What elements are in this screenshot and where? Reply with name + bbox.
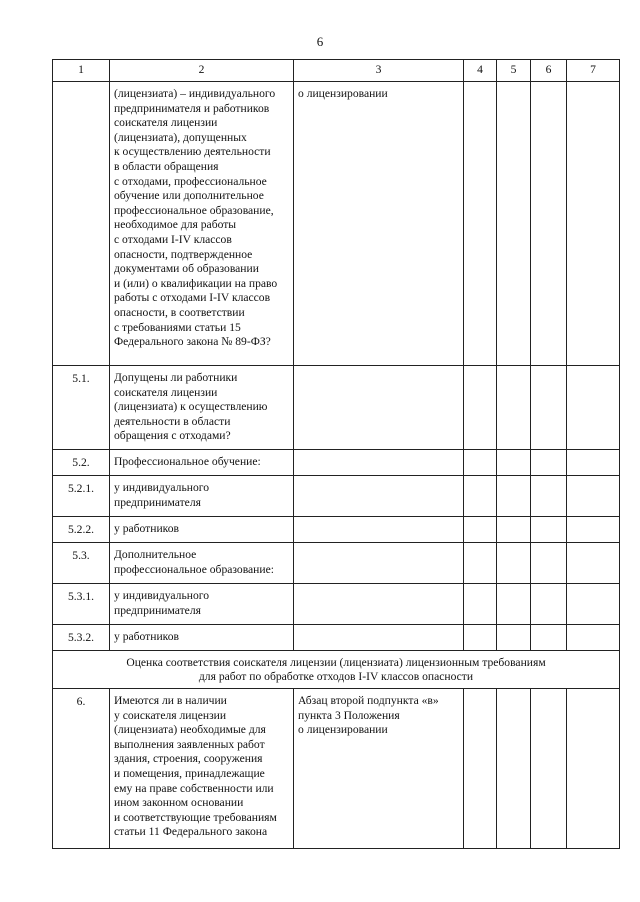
table-row	[53, 82, 620, 366]
question-text: у индивидуального предпринимателя	[110, 476, 294, 517]
question-text: Профессиональное обучение:	[110, 450, 294, 476]
answer-cell	[531, 543, 567, 584]
question-text: Имеются ли в наличии у соискателя лицензии (лицензиата) необходимые для выполнения заявленных работ здания, строения, сооружения и помещения, принадлежащие ему на праве собственности или ином законном основании и соответствующие требованиям статьи 11 Федерального закона	[110, 689, 294, 849]
legal-reference	[294, 366, 464, 450]
header-cell: 1	[53, 60, 110, 82]
checklist-table	[52, 59, 620, 849]
header-cell: 3	[294, 60, 464, 82]
legal-reference	[294, 625, 464, 651]
answer-cell	[497, 543, 531, 584]
answer-cell	[567, 366, 620, 450]
answer-cell	[497, 366, 531, 450]
question-text: у работников	[110, 517, 294, 543]
header-cell: 2	[110, 60, 294, 82]
answer-cell	[531, 366, 567, 450]
answer-cell	[464, 584, 497, 625]
answer-cell	[497, 625, 531, 651]
legal-reference	[294, 476, 464, 517]
answer-cell	[567, 517, 620, 543]
answer-cell	[567, 584, 620, 625]
table-row	[53, 543, 620, 584]
item-number: 5.3.	[53, 543, 110, 584]
table-row	[53, 584, 620, 625]
answer-cell	[567, 476, 620, 517]
header-row	[53, 60, 620, 82]
item-number: 5.1.	[53, 366, 110, 450]
answer-cell	[464, 689, 497, 849]
item-number: 5.2.1.	[53, 476, 110, 517]
legal-reference: Абзац второй подпункта «в» пункта 3 Положения о лицензировании	[294, 689, 464, 849]
table-row	[53, 517, 620, 543]
legal-reference	[294, 517, 464, 543]
header-cell: 6	[531, 60, 567, 82]
table-row	[53, 366, 620, 450]
legal-reference	[294, 543, 464, 584]
table-row	[53, 689, 620, 849]
item-number: 5.2.	[53, 450, 110, 476]
item-number: 5.3.1.	[53, 584, 110, 625]
answer-cell	[497, 584, 531, 625]
answer-cell	[531, 689, 567, 849]
answer-cell	[567, 82, 620, 366]
answer-cell	[567, 689, 620, 849]
answer-cell	[497, 689, 531, 849]
answer-cell	[464, 625, 497, 651]
answer-cell	[531, 517, 567, 543]
item-number: 5.2.2.	[53, 517, 110, 543]
answer-cell	[464, 543, 497, 584]
legal-reference	[294, 450, 464, 476]
question-text: (лицензиата) – индивидуального предпринимателя и работников соискателя лицензии (лицензиата), допущенных к осуществлению деятельности в области обращения с отходами, профессиональное обучение или дополнительное профессиональное образование, необходимое для работы с отходами I-IV классов опасности, подтвержденное документами об образовании и (или) о квалификации на право работы с отходами I-IV классов опасности, в соответствии с требованиями статьи 15 Федерального закона № 89-ФЗ?	[110, 82, 294, 366]
question-text: у работников	[110, 625, 294, 651]
table-row	[53, 476, 620, 517]
section-heading-row	[53, 651, 620, 689]
answer-cell	[497, 476, 531, 517]
answer-cell	[567, 450, 620, 476]
question-text: у индивидуального предпринимателя	[110, 584, 294, 625]
legal-reference	[294, 584, 464, 625]
answer-cell	[531, 82, 567, 366]
table-row	[53, 625, 620, 651]
answer-cell	[464, 517, 497, 543]
answer-cell	[567, 625, 620, 651]
legal-reference: о лицензировании	[294, 82, 464, 366]
header-cell: 4	[464, 60, 497, 82]
answer-cell	[464, 476, 497, 517]
page-number: 6	[316, 34, 324, 49]
answer-cell	[497, 450, 531, 476]
answer-cell	[497, 517, 531, 543]
answer-cell	[531, 450, 567, 476]
header-cell: 7	[567, 60, 620, 82]
item-number: 6.	[53, 689, 110, 849]
item-number	[53, 82, 110, 366]
answer-cell	[497, 82, 531, 366]
answer-cell	[531, 584, 567, 625]
question-text: Допущены ли работники соискателя лицензии (лицензиата) к осуществлению деятельности в области обращения с отходами?	[110, 366, 294, 450]
table-row	[53, 450, 620, 476]
answer-cell	[464, 366, 497, 450]
item-number: 5.3.2.	[53, 625, 110, 651]
answer-cell	[531, 476, 567, 517]
header-cell: 5	[497, 60, 531, 82]
answer-cell	[567, 543, 620, 584]
answer-cell	[464, 82, 497, 366]
answer-cell	[531, 625, 567, 651]
answer-cell	[464, 450, 497, 476]
question-text: Дополнительное профессиональное образование:	[110, 543, 294, 584]
section-heading: Оценка соответствия соискателя лицензии (лицензиата) лицензионным требованиям для работ по обработке отходов I-IV классов опасности	[53, 651, 620, 689]
